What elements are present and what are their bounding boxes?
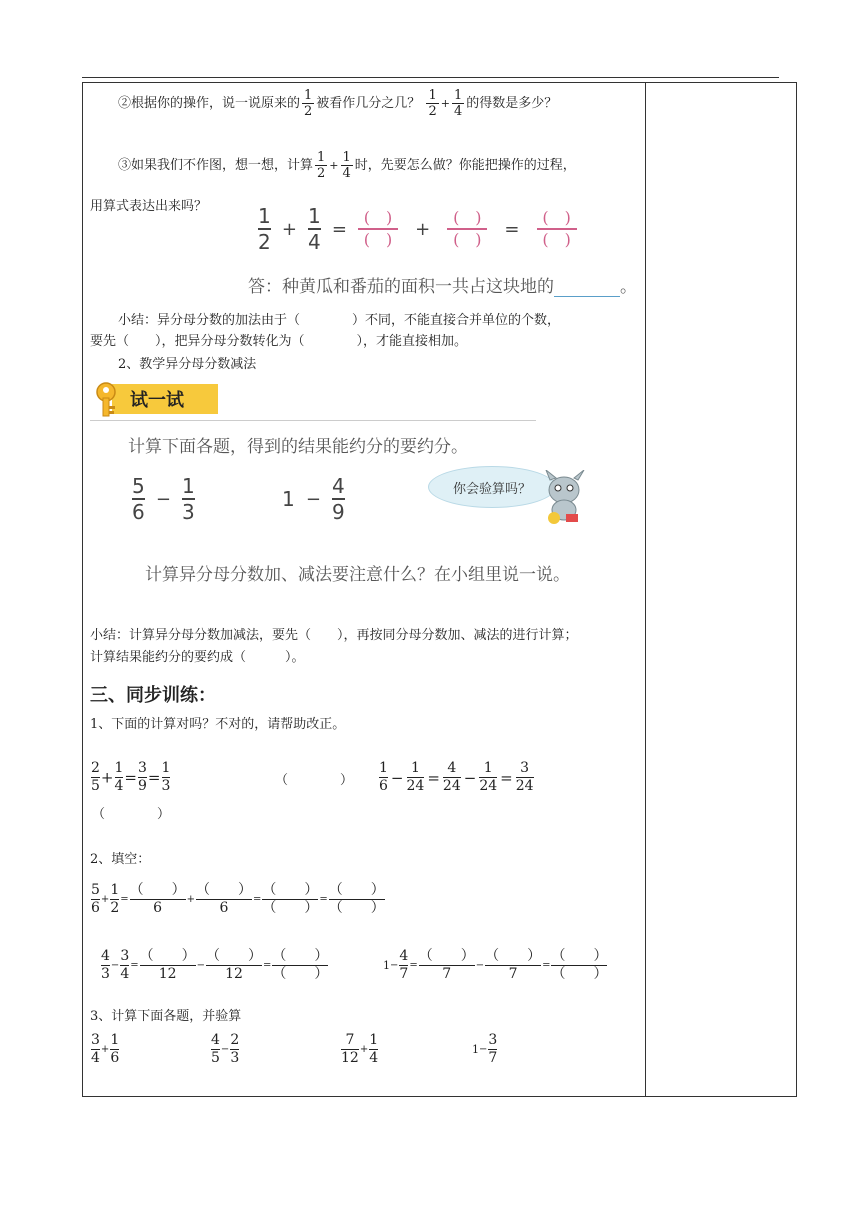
fraction: $\frac{5}{6}$: [132, 474, 145, 524]
blank-fraction: ( ) ( ): [537, 208, 577, 250]
fraction: $\frac{1}{4}$: [308, 204, 321, 254]
try-question: 计算异分母分数加、减法要注意什么？在小组里说一说。: [145, 565, 570, 585]
question-3-line2: 用算式表达出来吗？: [90, 199, 208, 214]
answer-line: 答：种黄瓜和番茄的面积一共占这块地的 。: [248, 277, 637, 297]
fraction: $\frac{4}{9}$: [332, 474, 345, 524]
try-instruction: 计算下面各题，得到的结果能约分的要约分。: [128, 437, 468, 457]
section-2-title: 2、教学异分母分数减法: [118, 357, 257, 372]
exercise-2-b: $\frac{4}{3}$ − $\frac{3}{4}$ = （ ） 12 − （ ） 12 = （ ） （ ）: [101, 948, 329, 982]
try-banner-rule: [90, 420, 536, 421]
question-3: ③如果我们不作图，想一想，计算 $\frac{1}{2}$ + $\frac{1}{4}$ 时，先要怎么做？你能把操作的过程，: [118, 150, 576, 181]
header-rule: [82, 77, 779, 78]
exercise-3-d: 1− $\frac{3}{7}$: [472, 1032, 498, 1066]
exercise-3-a: $\frac{3}{4}$ + $\frac{1}{6}$: [91, 1032, 120, 1066]
exercise-1-a: $\frac{2}{5}$ + $\frac{1}{4}$ = $\frac{3}{9}$ = $\frac{1}{3}$: [91, 760, 171, 794]
fraction: $\frac{1}{2}$: [258, 204, 271, 254]
fraction: $\frac{1}{2}$: [304, 88, 313, 119]
exercise-2-a: $\frac{5}{6}$ + $\frac{1}{2}$ = （ ） 6 + （ ） 6 = （ ） （ ） = （ ） （ ）: [91, 882, 385, 916]
exercise-1-b: $\frac{1}{6}$ − $\frac{1}{24}$ = $\frac{4}{24}$ − $\frac{1}{24}$ = $\frac{3}{24}$: [379, 760, 534, 794]
fraction: $\frac{1}{4}$: [342, 150, 351, 181]
blank-fraction: ( ) ( ): [447, 208, 487, 250]
summary-2-line2: 计算结果能约分的要约成（ ）。: [90, 650, 305, 665]
exercise-1-b-answer: （ ）: [92, 807, 171, 822]
try-problem-1: $\frac{5}{6}$ − $\frac{1}{3}$: [132, 474, 195, 524]
exercise-2-title: 2、填空：: [90, 852, 151, 867]
answer-blank: [554, 280, 620, 297]
try-banner-label: 试一试: [130, 390, 184, 411]
summary-1-line2: 要先（ ），把异分母分数转化为（ ），才能直接相加。: [90, 334, 468, 349]
mascot-icon: [542, 470, 588, 526]
summary-2-line1: 小结：计算异分母分数加减法，要先（ ），再按同分母分数加、减法的进行计算；: [90, 628, 578, 643]
speech-bubble: 你会验算吗？: [428, 466, 556, 508]
column-divider: [645, 82, 646, 1097]
try-banner: [90, 378, 220, 420]
exercise-2-c: 1− $\frac{4}{7}$ = （ ） 7 − （ ） 7 = （ ） （ ）: [383, 948, 608, 982]
fraction: $\frac{1}{2}$: [317, 150, 326, 181]
textbook-equation: $\frac{1}{2}$ + $\frac{1}{4}$ = ( ) ( ) + ( ) ( ) = ( ) ( ): [258, 204, 577, 254]
summary-1-line1: 小结：异分母分数的加法由于（ ）不同，不能直接合并单位的个数，: [118, 313, 561, 328]
exercise-3-b: $\frac{4}{5}$ − $\frac{2}{3}$: [211, 1032, 240, 1066]
exercise-1-a-answer: （ ）: [275, 773, 354, 788]
exercise-1-title: 1、下面的计算对吗？不对的，请帮助改正。: [90, 717, 346, 732]
exercise-3-c: $\frac{7}{12}$ + $\frac{1}{4}$: [341, 1032, 379, 1066]
question-2: ②根据你的操作，说一说原来的 $\frac{1}{2}$ 被看作几分之几？ $\frac{1}{2}$ + $\frac{1}{4}$ 的得数是多少？: [118, 88, 558, 119]
section-3-heading: 三、同步训练：: [90, 685, 216, 706]
fraction: $\frac{1}{3}$: [182, 474, 195, 524]
exercise-3-title: 3、计算下面各题，并验算: [90, 1009, 242, 1024]
try-problem-2: 1 − $\frac{4}{9}$: [282, 474, 345, 524]
blank-fraction: ( ) ( ): [358, 208, 398, 250]
fraction: $\frac{1}{2}$: [428, 88, 437, 119]
fraction: $\frac{1}{4}$: [453, 88, 463, 119]
